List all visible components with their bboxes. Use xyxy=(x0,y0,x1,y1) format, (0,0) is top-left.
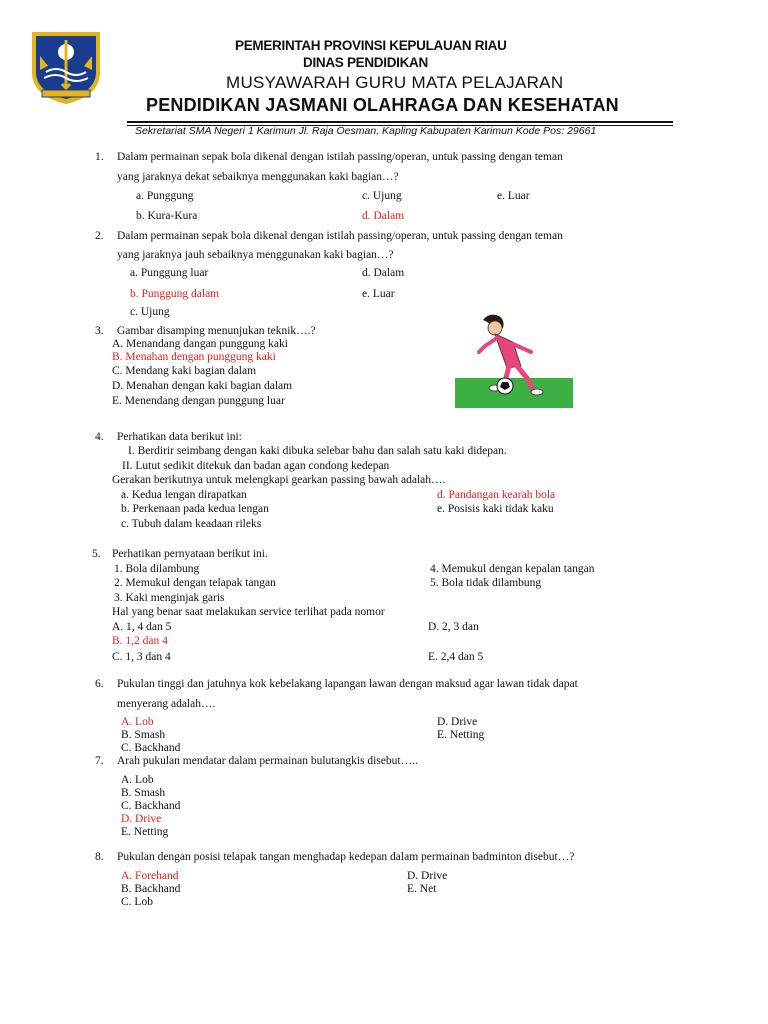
q2-number: 2. xyxy=(95,230,104,242)
header-subject: PENDIDIKAN JASMANI OLAHRAGA DAN KESEHATAN xyxy=(146,95,619,115)
q5-option-c: C. 1, 3 dan 4 xyxy=(112,651,171,663)
q5-statement-3: 3. Kaki menginjak garis xyxy=(114,592,225,604)
q1-option-a: a. Punggung xyxy=(136,190,194,202)
q8-option-a-answer: A. Forehand xyxy=(121,870,179,882)
q2-text-line2: yang jaraknya jauh sebaiknya menggunakan kaki bagian…? xyxy=(117,249,394,261)
q6-text-line1: Pukulan tinggi dan jatuhnya kok kebelakang lapangan lawan dengan maksud agar lawan tidak dapat xyxy=(117,678,578,690)
q7-option-c: C. Backhand xyxy=(121,800,181,812)
q4-number: 4. xyxy=(95,431,104,443)
q8-number: 8. xyxy=(95,851,104,863)
q2-text-line1: Dalam permainan sepak bola dikenal dengan istilah passing/operan, untuk passing dengan teman xyxy=(117,230,563,242)
q3-option-c: C. Mendang kaki bagian dalam xyxy=(112,365,257,377)
q2-option-e: e. Luar xyxy=(362,288,395,300)
q4-statement-i: I. Berdirir seimbang dengan kaki dibuka selebar bahu dan salah satu kaki didepan. xyxy=(128,445,507,457)
header-department: DINAS PENDIDIKAN xyxy=(303,55,428,70)
q7-number: 7. xyxy=(95,755,104,767)
q5-prompt: Hal yang benar saat melakukan service terlihat pada nomor xyxy=(112,606,385,618)
q1-option-d-answer: d. Dalam xyxy=(362,210,405,222)
q3-option-e: E. Menendang dengan punggung luar xyxy=(112,395,285,407)
q4-option-a: a. Kedua lengan dirapatkan xyxy=(121,489,247,501)
q1-option-b: b. Kura-Kura xyxy=(136,210,198,222)
soccer-player-illustration xyxy=(455,312,573,408)
q3-option-b-answer: B. Menahan dengan punggung kaki xyxy=(112,351,276,363)
q6-option-e: E. Netting xyxy=(437,729,485,741)
q3-number: 3. xyxy=(95,325,104,337)
q8-text: Pukulan dengan posisi telapak tangan menghadap kedepan dalam permainan badminton disebut…? xyxy=(117,851,575,863)
header-divider xyxy=(127,121,673,123)
q2-option-a: a. Punggung luar xyxy=(130,267,209,279)
q2-option-b-answer: b. Punggung dalam xyxy=(130,288,220,300)
q8-option-b: B. Backhand xyxy=(121,883,181,895)
q7-option-e: E. Netting xyxy=(121,826,169,838)
q6-option-d: D. Drive xyxy=(437,716,478,728)
q2-option-c: c. Ujung xyxy=(130,306,170,318)
q5-statement-5: 5. Bola tidak dilambung xyxy=(430,577,542,589)
q5-text: Perhatikan pernyataan berikut ini. xyxy=(112,548,268,560)
q4-prompt: Gerakan berikutnya untuk melengkapi gearkan passing bawah adalah…. xyxy=(112,474,446,486)
q3-option-d: D. Menahan dengan kaki bagian dalam xyxy=(112,380,293,392)
q5-option-e: E. 2,4 dan 5 xyxy=(428,651,484,663)
q7-text: Arah pukulan mendatar dalam permainan bulutangkis disebut….. xyxy=(117,755,418,767)
q3-option-a: A. Menandang dangan punggung kaki xyxy=(112,338,288,350)
province-logo xyxy=(26,26,106,106)
q7-option-a: A. Lob xyxy=(121,774,154,786)
q5-option-d: D. 2, 3 dan xyxy=(428,621,479,633)
q6-option-b: B. Smash xyxy=(121,729,166,741)
header-address: Sekretariat SMA Negeri 1 Karimun Jl. Raja Oesman, Kapling Kabupaten Karimun Kode Pos: 29661 xyxy=(135,125,597,137)
q6-option-a-answer: A. Lob xyxy=(121,716,154,728)
q1-text-line1: Dalam permainan sepak bola dikenal dengan istilah passing/operan, untuk passing dengan teman xyxy=(117,151,563,163)
q6-number: 6. xyxy=(95,678,104,690)
q8-option-d: D. Drive xyxy=(407,870,448,882)
q5-statement-2: 2. Memukul dengan telapak tangan xyxy=(114,577,276,589)
q8-option-e: E. Net xyxy=(407,883,437,895)
q1-number: 1. xyxy=(95,151,104,163)
q2-option-d: d. Dalam xyxy=(362,267,405,279)
q4-text: Perhatikan data berikut ini: xyxy=(117,431,242,443)
q1-option-c: c. Ujung xyxy=(362,190,402,202)
q1-option-e: e. Luar xyxy=(497,190,530,202)
q6-option-c: C. Backhand xyxy=(121,742,181,754)
q6-text-line2: menyerang adalah…. xyxy=(117,698,216,710)
q8-option-c: C. Lob xyxy=(121,896,153,908)
q4-statement-ii: II. Lutut sedikit ditekuk dan badan agan condong kedepan xyxy=(122,460,390,472)
header-forum: MUSYAWARAH GURU MATA PELAJARAN xyxy=(226,73,564,92)
q1-text-line2: yang jaraknya dekat sebaiknya menggunakan kaki bagian…? xyxy=(117,171,399,183)
q4-option-b: b. Perkenaan pada kedua lengan xyxy=(121,503,269,515)
q5-number: 5. xyxy=(92,548,101,560)
q4-option-d-answer: d. Pandangan kearah bola xyxy=(437,489,556,501)
q7-option-d-answer: D. Drive xyxy=(121,813,162,825)
q4-option-c: c. Tubuh dalam keadaan rileks xyxy=(121,518,262,530)
q5-option-a: A. 1, 4 dan 5 xyxy=(112,621,172,633)
header-government: PEMERINTAH PROVINSI KEPULAUAN RIAU xyxy=(235,38,507,53)
q4-option-e: e. Posisis kaki tidak kaku xyxy=(437,503,554,515)
q3-text: Gambar disamping menunjukan teknik….? xyxy=(117,325,316,337)
q5-option-b-answer: B. 1,2 dan 4 xyxy=(112,635,168,647)
q5-statement-4: 4. Memukul dengan kepalan tangan xyxy=(430,563,595,575)
q5-statement-1: 1. Bola dilambung xyxy=(114,563,200,575)
q7-option-b: B. Smash xyxy=(121,787,166,799)
